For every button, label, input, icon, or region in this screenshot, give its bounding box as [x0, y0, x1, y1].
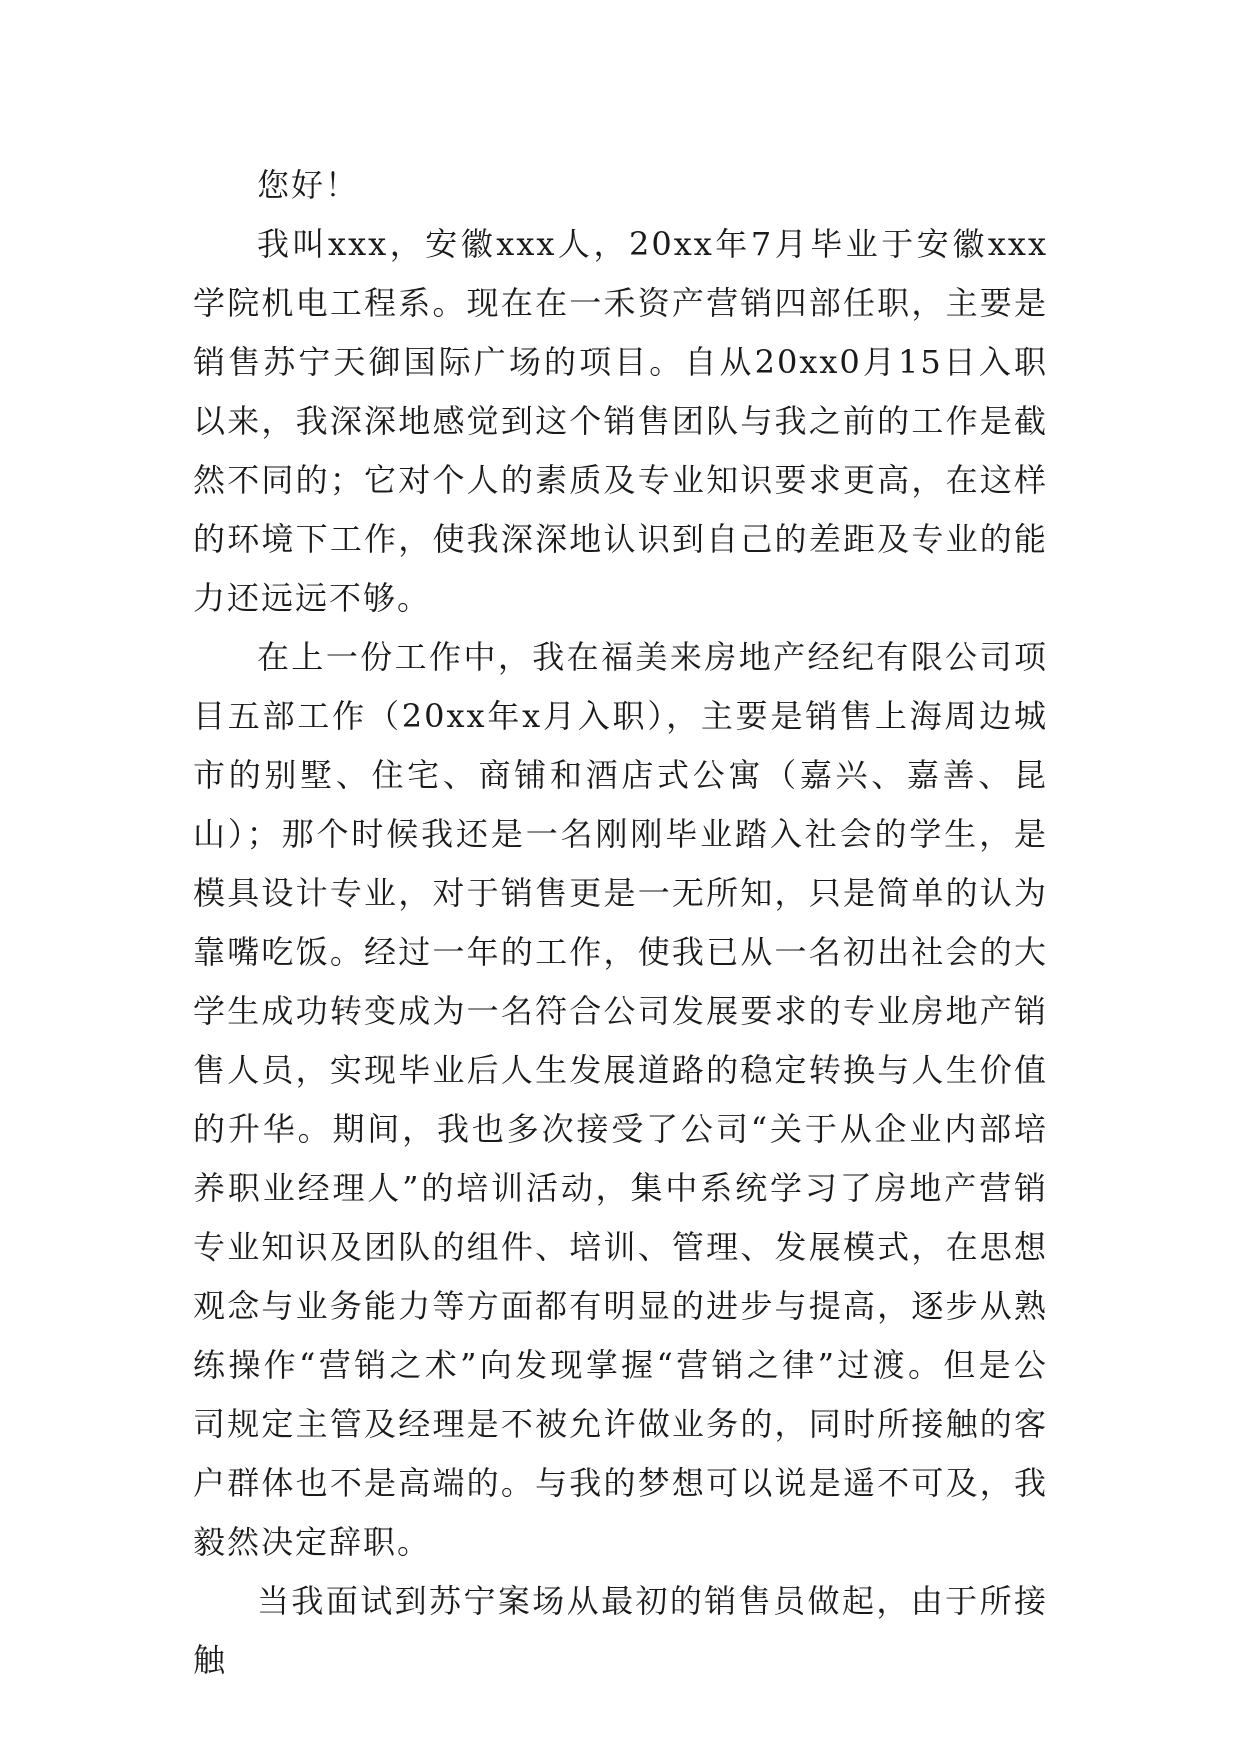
document-body — [193, 156, 1048, 1690]
body-paragraph-current-job: 当我面试到苏宁案场从最初的销售员做起，由于所接触 — [193, 1582, 1048, 1679]
body-paragraph-intro: 我叫xxx，安徽xxx人，20xx年7月毕业于安徽xxx学院机电工程系。现在在一禾资产营销四部任职，主要是销售苏宁天御国际广场的项目。自从20xx0月15日入职以来，我深深地感觉到这个销售团队与我之前的工作是截然不同的；它对个人的素质及专业知识要求更高，在这样的环境下工作，使我深深地认识到自己的差距及专业的能力还远远不够。 — [193, 225, 1048, 617]
body-paragraph-previous-job: 在上一份工作中，我在福美来房地产经纪有限公司项目五部工作（20xx年x月入职），主要是销售上海周边城市的别墅、住宅、商铺和酒店式公寓（嘉兴、嘉善、昆山）；那个时候我还是一名刚刚毕业踏入社会的学生，是模具设计专业，对于销售更是一无所知，只是简单的认为靠嘴吃饭。经过一年的工作，使我已从一名初出社会的大学生成功转变成为一名符合公司发展要求的专业房地产销售人员，实现毕业后人生发展道路的稳定转换与人生价值的升华。期间，我也多次接受了公司“关于从企业内部培养职业经理人”的培训活动，集中系统学习了房地产营销专业知识及团队的组件、培训、管理、发展模式，在思想观念与业务能力等方面都有明显的进步与提高，逐步从熟练操作“营销之术”向发现掌握“营销之律”过渡。但是公司规定主管及经理是不被允许做业务的，同时所接触的客户群体也不是高端的。与我的梦想可以说是遥不可及，我毅然决定辞职。 — [193, 638, 1048, 1561]
greeting-paragraph: 您好！ — [257, 166, 360, 204]
